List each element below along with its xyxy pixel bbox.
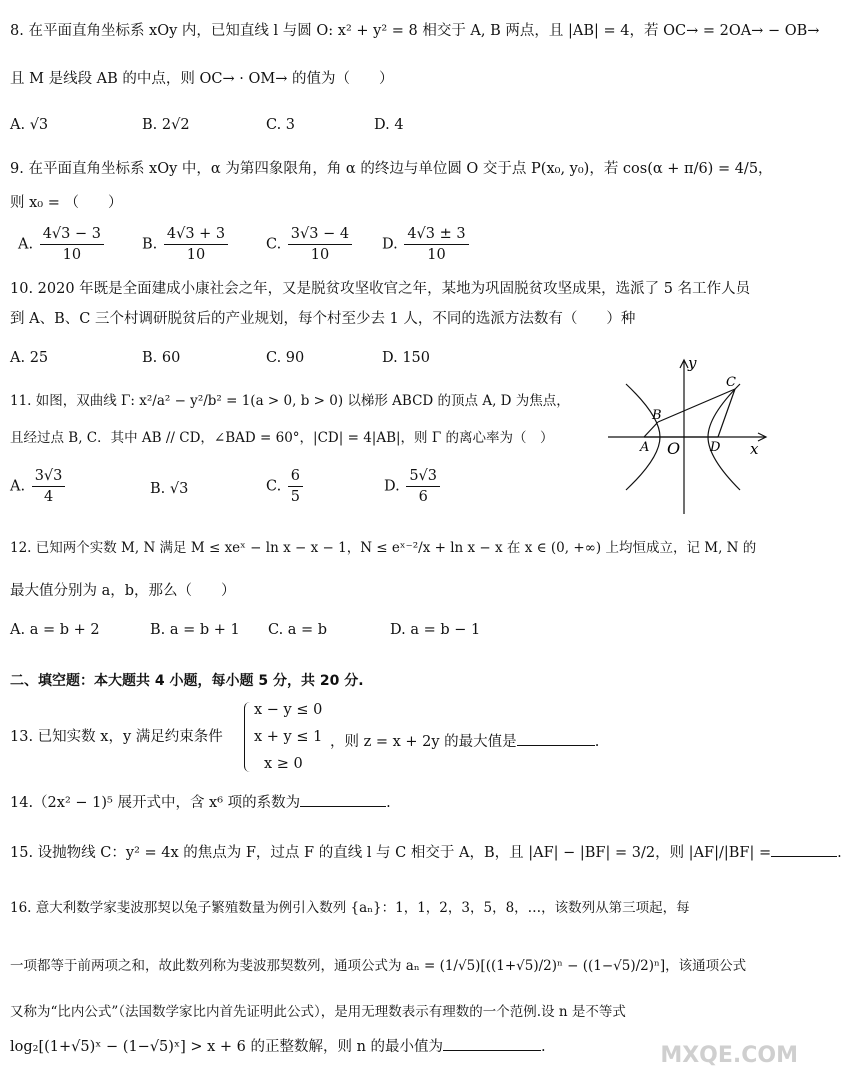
section-heading: 二、填空题：本大题共 4 小题，每小题 5 分，共 20 分.	[10, 673, 364, 689]
q16-line3: 又称为“比内公式”（法国数学家比内首先证明此公式），是用无理数表示有理数的一个范例.设 n 是不等式	[10, 1004, 626, 1020]
label-b: B	[652, 408, 662, 423]
label-y: y	[688, 354, 697, 372]
q9-option-d: D. $\frac{4√3 \pm 3}{10}$	[382, 226, 471, 263]
q13-prefix: 13. 已知实数 x，y 满足约束条件	[10, 729, 223, 745]
q8-option-a: A. √3	[10, 117, 49, 133]
q11-option-d: D. $\frac{5√3}{6}$	[384, 468, 442, 505]
q11-line1: 11. 如图，双曲线 Γ: x²/a² − y²/b² = 1(a > 0, b > 0) 以梯形 ABCD 的顶点 A, D 为焦点，	[10, 393, 570, 409]
q9-line1: 9. 在平面直角坐标系 xOy 中，α 为第四象限角，角 α 的终边与单位圆 O 交于点 P(x₀, y₀)，若 cos(α + π/6) = 4/5，	[10, 161, 773, 177]
q12-option-a: A. a = b + 2	[10, 622, 100, 638]
q9-option-b: B. $\frac{4√3 + 3}{10}$	[142, 226, 230, 263]
q10-option-d: D. 150	[382, 350, 431, 366]
q10-line2: 到 A、B、C 三个村调研脱贫后的产业规划，每个村至少去 1 人，不同的选派方法数有（ ）种	[10, 311, 636, 327]
q15-line: 15. 设抛物线 C：y² = 4x 的焦点为 F，过点 F 的直线 l 与 C 相交于 A，B，且 |AF| − |BF| = 3/2，则 |AF|/|BF| = .	[10, 845, 842, 861]
q16-line2: 一项都等于前两项之和，故此数列称为斐波那契数列，通项公式为 aₙ = (1/√5)[((1+√5)/2)ⁿ − ((1−√5)/2)ⁿ]，该通项公式	[10, 958, 747, 974]
q12-option-b: B. a = b + 1	[150, 622, 240, 638]
q12-option-d: D. a = b − 1	[390, 622, 481, 638]
fraction: $\frac{4√3 \pm 3}{10}$	[404, 226, 468, 263]
q13-suffix: ，则 z = x + 2y 的最大值是 .	[330, 734, 600, 750]
segment-ab	[644, 422, 658, 437]
label-d: D	[710, 440, 721, 455]
q9-option-a: A. $\frac{4√3 - 3}{10}$	[18, 226, 106, 263]
q10-option-b: B. 60	[142, 350, 181, 366]
constraint-1: x − y ≤ 0	[254, 702, 323, 718]
q9-line2: 则 x₀ = （ ）	[10, 195, 123, 211]
fraction: $\frac{4√3 + 3}{10}$	[164, 226, 228, 263]
q8-option-c: C. 3	[266, 117, 296, 133]
q11-line2: 且经过点 B, C．其中 AB // CD，∠BAD = 60°，|CD| = 4|AB|，则 Γ 的离心率为（ ）	[10, 430, 554, 446]
q11-option-c: C. $\frac{6}{5}$	[266, 468, 305, 505]
fraction: $\frac{5√3}{6}$	[406, 468, 440, 505]
q11-option-a: A. $\frac{3√3}{4}$	[10, 468, 67, 505]
label-x: x	[750, 440, 759, 458]
constraint-brace	[244, 702, 251, 772]
q14-line: 14.（2x² − 1)⁵ 展开式中，含 x⁶ 项的系数为 .	[10, 795, 391, 811]
answer-blank[interactable]	[300, 805, 386, 807]
constraint-2: x + y ≤ 1	[254, 729, 323, 745]
segment-cd	[718, 389, 735, 437]
q12-line1: 12. 已知两个实数 M, N 满足 M ≤ xeˣ − ln x − x − 1，N ≤ eˣ⁻²/x + ln x − x 在 x ∈ (0, +∞) 上均恒成立，记 M, N 的	[10, 540, 757, 556]
answer-blank[interactable]	[517, 744, 595, 746]
fraction: $\frac{4√3 - 3}{10}$	[40, 226, 104, 263]
q10-option-a: A. 25	[10, 350, 49, 366]
hyperbola-figure	[608, 356, 768, 516]
fraction: $\frac{3√3}{4}$	[32, 468, 66, 505]
label-o: O	[667, 439, 681, 458]
constraint-3: x ≥ 0	[264, 756, 303, 772]
fraction: $\frac{6}{5}$	[288, 468, 303, 505]
q8-line2: 且 M 是线段 AB 的中点，则 OC→ · OM→ 的值为（ ）	[10, 71, 394, 87]
segment-bc	[658, 389, 735, 422]
q16-line4: log₂[(1+√5)ˣ − (1−√5)ˣ] > x + 6 的正整数解，则 n 的最小值为 .	[10, 1039, 546, 1055]
q8-option-d: D. 4	[374, 117, 404, 133]
answer-blank[interactable]	[771, 855, 837, 857]
label-a: A	[640, 440, 650, 455]
q8-line1: 8. 在平面直角坐标系 xOy 内，已知直线 l 与圆 O: x² + y² = 8 相交于 A, B 两点，且 |AB| = 4，若 OC→ = 2OA→ − OB→	[10, 23, 820, 39]
q11-option-b: B. √3	[150, 481, 189, 497]
q10-option-c: C. 90	[266, 350, 305, 366]
answer-blank[interactable]	[443, 1049, 541, 1051]
q10-line1: 10. 2020 年既是全面建成小康社会之年，又是脱贫攻坚收官之年，某地为巩固脱贫攻坚成果，选派了 5 名工作人员	[10, 281, 751, 297]
watermark: MXQE.COM	[660, 1043, 798, 1068]
q8-option-b: B. 2√2	[142, 117, 190, 133]
q12-line2: 最大值分别为 a，b，那么（ ）	[10, 583, 236, 599]
q16-line1: 16. 意大利数学家斐波那契以兔子繁殖数量为例引入数列 {aₙ}：1，1，2，3，5，8，…，该数列从第三项起，每	[10, 900, 690, 916]
q9-option-c: C. $\frac{3√3 - 4}{10}$	[266, 226, 354, 263]
fraction: $\frac{3√3 - 4}{10}$	[288, 226, 352, 263]
label-c: C	[726, 375, 736, 390]
q12-option-c: C. a = b	[268, 622, 328, 638]
